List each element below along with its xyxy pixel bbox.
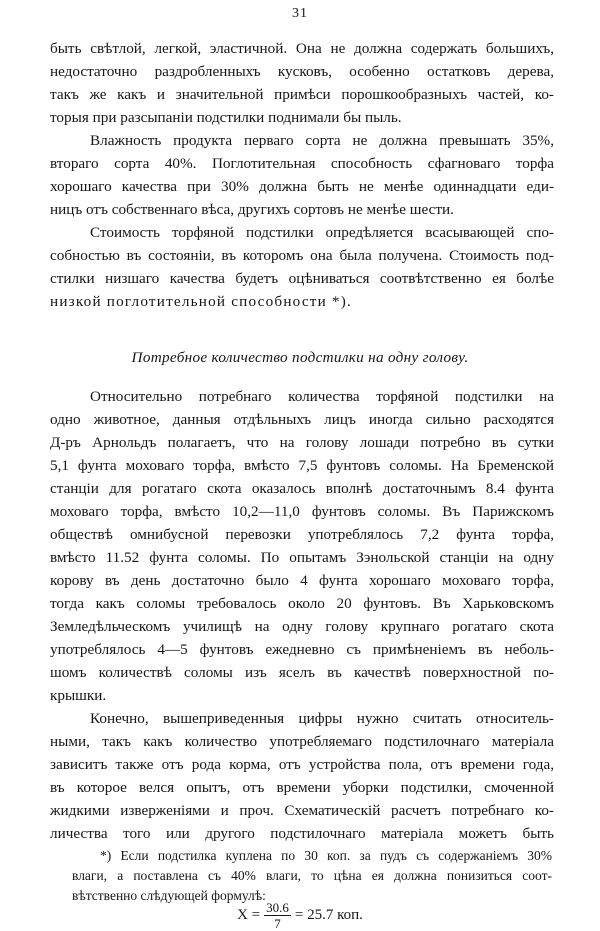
text-line: такъ же какъ и значительной примѣси порошкообразныхъ частей, ко- [50, 86, 554, 103]
formula-lhs: X = [237, 907, 261, 923]
formula-rhs: = 25.7 коп. [294, 907, 363, 923]
text-line: Влажность продукта перваго сорта не должна превышать 35%, [90, 132, 554, 149]
text-line: торыя при разсыпаніи подстилки поднимали бы пыль. [50, 109, 402, 126]
formula [0, 900, 600, 931]
formula-fraction [264, 900, 291, 931]
text-line: тогда какъ соломы требовалось около 20 фунтовъ. Въ Харьковскомъ [50, 595, 554, 612]
formula-numerator: 30.6 [266, 900, 289, 915]
text-line: жидкими изверженіями и проч. Схематическій расчетъ потребнаго ко- [50, 802, 554, 819]
text-line: ницъ отъ собственнаго вѣса, другихъ сортовъ не менѣе шести. [50, 201, 454, 218]
text-line: въ которое велся опытъ, отъ времени уборки подстилки, смоченной [50, 779, 554, 796]
footnote-line: влаги, а поставлена съ 40% влаги, то цѣна ея должна понизиться соот- [72, 868, 552, 883]
text-line: низкой поглотительной способности *). [50, 293, 352, 310]
text-line: быть свѣтлой, легкой, эластичной. Она не должна содержать большихъ, [50, 40, 554, 57]
text-line: крышки. [50, 687, 107, 704]
text-line: Конечно, вышеприведенныя цифры нужно считать относитель- [90, 710, 554, 727]
page-number: 31 [292, 6, 308, 21]
text-line: одно животное, данныя отдѣльныхъ лицъ иногда сильно расходятся [50, 411, 554, 428]
text-line: станціи для рогатаго скота оказалось вполнѣ достаточнымъ 8.4 фунта [50, 480, 554, 497]
text-line: Д-ръ Арнольдъ полагаетъ, что на голову лошади потребно въ сутки [50, 434, 554, 451]
text-line: втораго сорта 40%. Поглотительная способность сфагноваго торфа [50, 155, 554, 172]
text-line: личества того или другого подстилочнаго матеріала можетъ быть [50, 825, 554, 842]
text-line: Земледѣльческомъ училищѣ на одну голову крупнаго рогатаго скота [50, 618, 554, 635]
text-line: шомъ количествѣ соломы изъ яселъ въ качествѣ поверхностной по- [50, 664, 554, 681]
text-line: зависитъ также отъ рода корма, отъ устройства пола, отъ времени года, [50, 756, 554, 773]
text-line: вмѣсто 11.52 фунта соломы. По опытамъ Зэнольской станціи на одну [50, 549, 554, 566]
text-line: стилки низшаго качества будетъ оцѣниваться соотвѣтственно ея болѣе [50, 270, 554, 287]
text-line: 5,1 фунта моховаго торфа, вмѣсто 7,5 фунтовъ соломы. На Бременской [50, 457, 554, 474]
section-heading: Потребное количество подстилки на одну голову. [131, 349, 469, 366]
text-line: употреблялось 4—5 фунтовъ ежедневно съ примѣненіемъ въ неболь- [50, 641, 554, 658]
text-line: хорошаго качества при 30% должна быть не менѣе одиннадцати еди- [50, 178, 554, 195]
text-line: ными, такъ какъ количество употребляемаго подстилочнаго матеріала [50, 733, 554, 750]
footnote-line: вѣтственно слѣдующей формулѣ: [72, 888, 266, 903]
footnote-line: *) Если подстилка куплена по 30 коп. за пудъ съ содержаніемъ 30% [100, 848, 552, 863]
text-line: корову въ день достаточно было 4 фунта хорошаго моховаго торфа, [50, 572, 554, 589]
text-line: Стоимость торфяной подстилки опредѣляется всасывающей спо- [90, 224, 554, 241]
text-line: недостаточно раздробленныхъ кусковъ, особенно остатковъ дерева, [50, 63, 554, 80]
text-line: собностью въ состояніи, въ которомъ она была получена. Стоимость под- [50, 247, 554, 264]
text-line: обществѣ омнибусной перевозки употреблялось 7,2 фунта торфа, [50, 526, 554, 543]
formula-denominator: 7 [274, 916, 281, 931]
text-line: моховаго торфа, вмѣсто 10,2—11,0 фунтовъ соломы. Въ Парижскомъ [50, 503, 554, 520]
text-line: Относительно потребнаго количества торфяной подстилки на [90, 388, 554, 405]
